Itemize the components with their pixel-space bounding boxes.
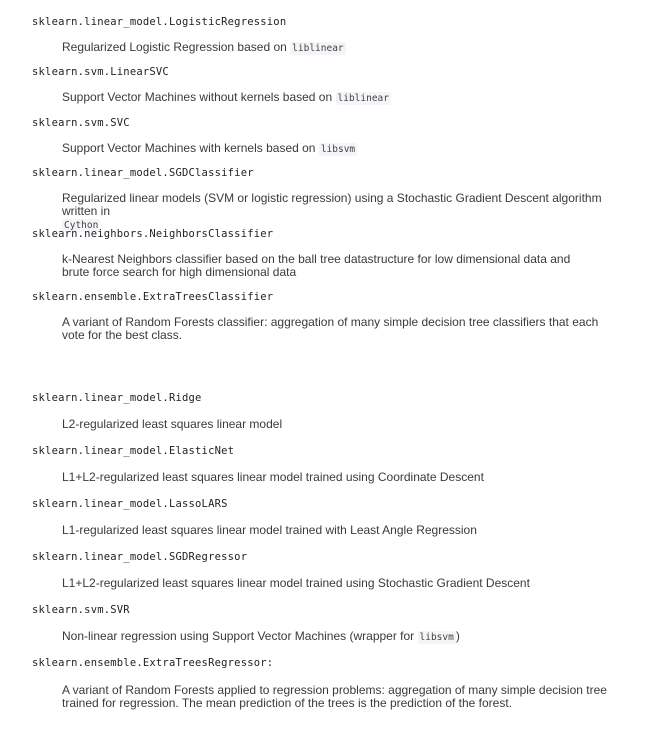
- desc-extra-trees-regressor: A variant of Random Forests applied to regression problems: aggregation of many simple decision tree trained for regression. The mean prediction of the trees is the prediction of the forest.: [62, 683, 607, 710]
- desc-linear-svc: [62, 91, 637, 105]
- desc-text: Regularized linear models (SVM or logistic regression) using a Stochastic Gradient Descent algorithm written in: [62, 191, 602, 218]
- inline-code: libsvm: [320, 144, 356, 155]
- term-linear-svc: sklearn.svm.LinearSVC: [32, 66, 169, 78]
- desc-svc: [62, 142, 637, 156]
- desc-svr: [62, 630, 637, 644]
- desc-text: Support Vector Machines without kernels based on: [62, 90, 333, 104]
- desc-logistic-regression: [62, 41, 637, 55]
- term-ridge: sklearn.linear_model.Ridge: [32, 392, 202, 404]
- desc-ridge: L2-regularized least squares linear model: [62, 417, 283, 431]
- desc-sgd-classifier: [62, 192, 607, 232]
- term-elastic-net: sklearn.linear_model.ElasticNet: [32, 445, 235, 457]
- desc-sgd-regressor: L1+L2-regularized least squares linear model trained using Stochastic Gradient Descent: [62, 576, 530, 590]
- term-lasso-lars: sklearn.linear_model.LassoLARS: [32, 498, 228, 510]
- term-sgd-classifier: sklearn.linear_model.SGDClassifier: [32, 167, 254, 179]
- desc-lasso-lars: L1-regularized least squares linear model trained with Least Angle Regression: [62, 523, 477, 537]
- term-extra-trees-classifier: sklearn.ensemble.ExtraTreesClassifier: [32, 291, 274, 303]
- inline-code: libsvm: [419, 632, 454, 643]
- desc-extra-trees-classifier: A variant of Random Forests classifier: aggregation of many simple decision tree classifiers that each vote for the best class.: [62, 315, 599, 342]
- term-neighbors-classifier: sklearn.neighbors.NeighborsClassifier: [32, 228, 274, 240]
- term-sgd-regressor: sklearn.linear_model.SGDRegressor: [32, 551, 248, 563]
- desc-text: Non-linear regression using Support Vector Machines (wrapper for: [62, 629, 415, 643]
- term-svr: sklearn.svm.SVR: [32, 604, 130, 616]
- desc-elastic-net: L1+L2-regularized least squares linear model trained using Coordinate Descent: [62, 470, 484, 484]
- term-logistic-regression: sklearn.linear_model.LogisticRegression: [32, 16, 287, 28]
- desc-tail: ): [455, 629, 460, 643]
- term-svc: sklearn.svm.SVC: [32, 117, 130, 129]
- inline-code: liblinear: [337, 93, 389, 104]
- term-extra-trees-regressor: sklearn.ensemble.ExtraTreesRegressor:: [32, 657, 274, 669]
- inline-code: liblinear: [292, 43, 344, 54]
- desc-neighbors-classifier: k-Nearest Neighbors classifier based on the ball tree datastructure for low dimensional data and brute force search for high dimensional data: [62, 252, 571, 279]
- desc-text: Regularized Logistic Regression based on: [62, 40, 287, 54]
- inline-code: Cython: [64, 220, 99, 231]
- desc-text: Support Vector Machines with kernels based on: [62, 141, 316, 155]
